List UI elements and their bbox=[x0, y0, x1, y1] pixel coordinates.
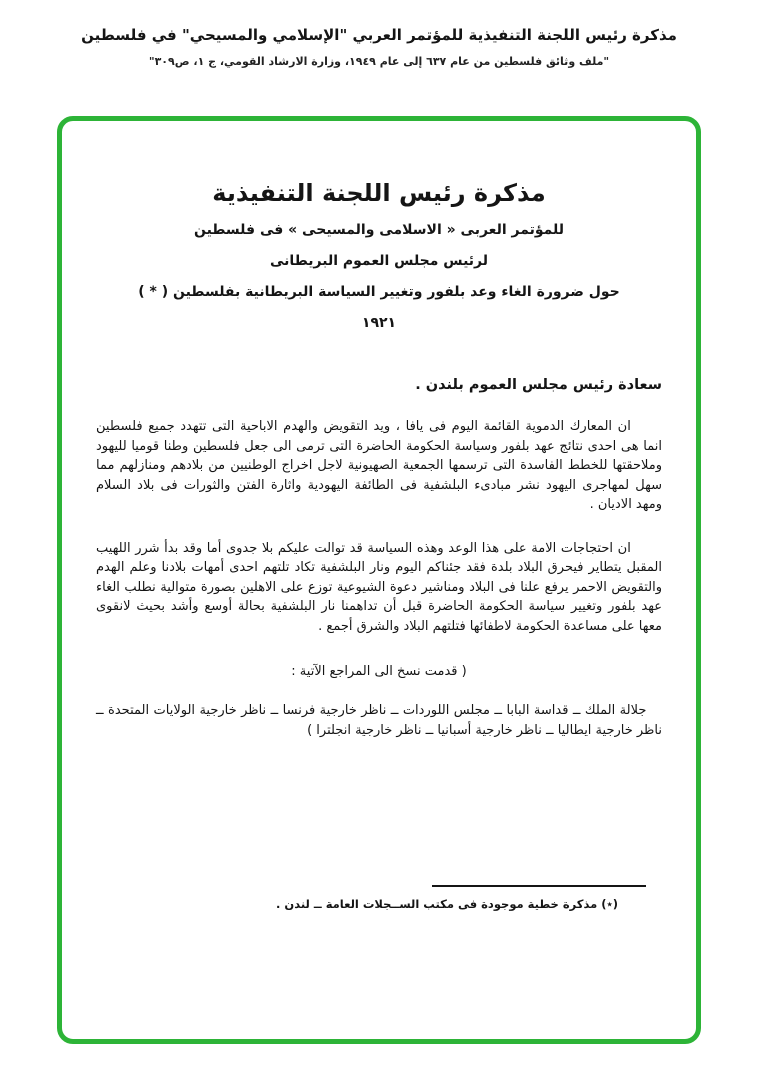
header-source-citation: "ملف وثائق فلسطين من عام ٦٣٧ إلى عام ١٩٤٩، وزارة الارشاد القومي، ج ١، ص٣٠٩" bbox=[148, 55, 610, 68]
copies-recipients-list: جلالة الملك ــ قداسة البابا ــ مجلس اللوردات ــ ناظر خارجية فرنسا ــ ناظر خارجية الولايات المتحدة ــ ناظر خارجية ايطاليا ــ ناظر خارجية أسبانيا ــ ناظر خارجية انجلترا ) bbox=[96, 703, 662, 738]
document-header bbox=[0, 26, 758, 68]
memo-paragraph-2: ان احتجاجات الامة على هذا الوعد وهذه السياسة قد توالت عليكم بلا جدوى أما وقد بدأ شرر اللهيب المقبل يتطاير فيحرق البلاد بلدة فقد جئناكم اليوم ونار البلشفية تكاد تلتهم احدى أمهات بلادنا وعلم الهدم والتقويض الاحمر يرفع علنا فى البلاد ومناشير دعوة الشيوعية توزع على الاهلين بصورة متوالية نطلب الغاء عهد بلفور وتغيير سياسة الحكومة الحاضرة قبل أن تداهمنا نار البلشفية بحالة أوسع وأشد بحيث لانقوى معها على مساعدة الحكومة لاطفائها فتلتهم البلاد والشرق أجمع . bbox=[96, 540, 662, 634]
memo-subtitle-addressee: لرئيس مجلس العموم البريطانى bbox=[269, 253, 489, 269]
copies-intro-line: ( قدمت نسخ الى المراجع الآتية : bbox=[291, 664, 467, 679]
memo-paragraph-1: ان المعارك الدموية القائمة اليوم فى يافا ، ويد التقويض والهدم الاباحية التى تتهدد جميع فلسطين انما هى احدى نتائج عهد بلفور وسياسة الحكومة الحاضرة التى ترمى الى جعل فلسطين وطنا قوميا لليهود وملاحقتها للخطط الفاسدة التى ترسمها الجمعية الصهيونية لاجل اخراج الوطنيين من بلادهم ومنازلهم مما سهل لمهاجرى اليهود نشر مبادىء البلشفية فى الطائفة اليهودية واثارة الفتن والثورات فى بلاد السلام ومهد الاديان . bbox=[96, 419, 662, 512]
memo-subtitle-subject: حول ضرورة الغاء وعد بلفور وتغيير السياسة البريطانية بفلسطين ( * ) bbox=[138, 284, 620, 300]
memo-title: مذكرة رئيس اللجنة التنفيذية bbox=[212, 179, 546, 207]
footnote-text: (٭) مذكرة خطية موجودة فى مكتب الســجلات العامة ــ لندن . bbox=[276, 897, 618, 911]
memo-subtitle-congress: للمؤتمر العربى « الاسلامى والمسيحى » فى فلسطين bbox=[193, 222, 564, 238]
footnote-block bbox=[96, 885, 662, 911]
footnote-divider bbox=[432, 885, 646, 887]
header-title: مذكرة رئيس اللجنة التنفيذية للمؤتمر العربي "الإسلامي والمسيحي" في فلسطين bbox=[81, 26, 677, 44]
memo-year: ١٩٢١ bbox=[361, 315, 397, 331]
memo-salutation: سعادة رئيس مجلس العموم بلندن . bbox=[415, 377, 662, 393]
document-frame bbox=[57, 116, 701, 1044]
